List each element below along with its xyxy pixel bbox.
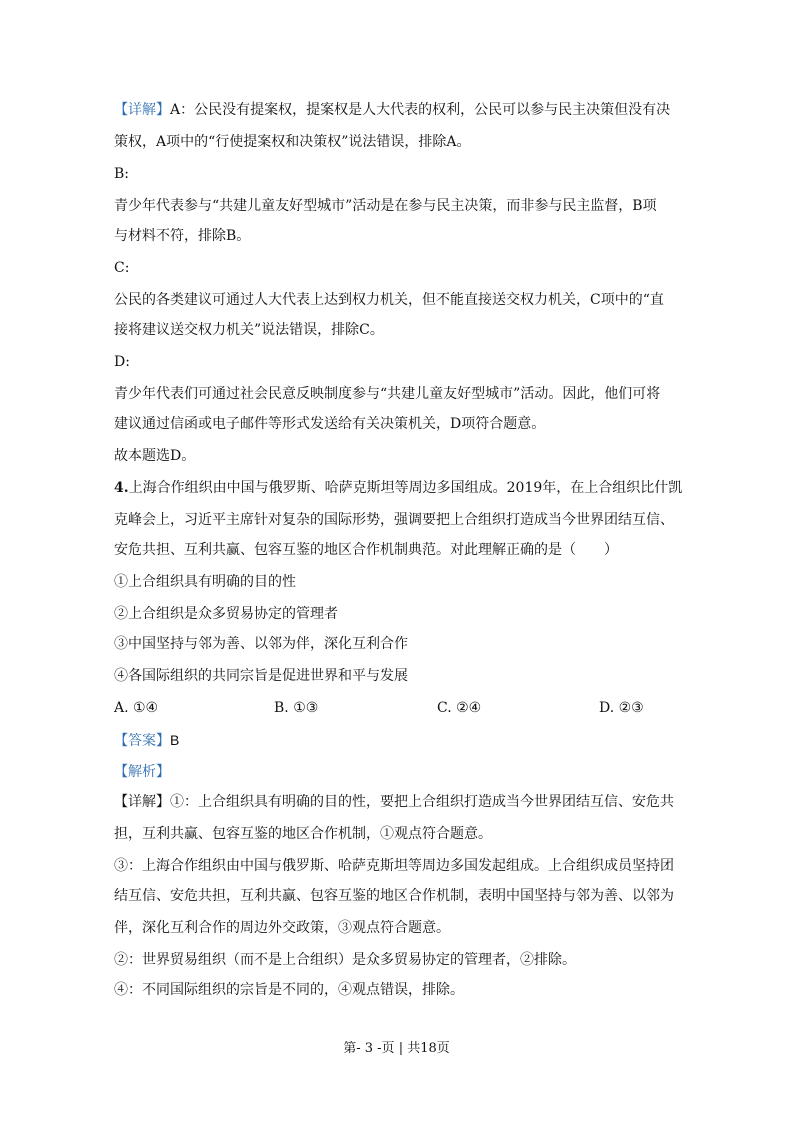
answer-tag: 【答案】 [114, 733, 170, 749]
answer-line [114, 730, 179, 751]
statement-4: ④各国际组织的共同宗旨是促进世界和平与发展 [114, 668, 408, 684]
explain1-line-2: 策权，A项中的“行使提案权和决策权”说法错误，排除A。 [114, 134, 471, 150]
explain2-line-3: ③：上海合作组织由中国与俄罗斯、哈萨克斯坦等周边多国发起组成。上合组织成员坚持团 [114, 858, 674, 874]
question4-line-3: 安危共担、互利共赢、包容互鉴的地区合作机制典范。对此理解正确的是（ ） [114, 542, 618, 558]
explain1-conclusion: 故本题选D。 [114, 448, 196, 464]
explain1-d-line-2: 建议通过信函或电子邮件等形式发送给有关决策机关，D项符合题意。 [114, 416, 546, 432]
choice-c: C. ②④ [437, 700, 482, 716]
explain1-b-line-2: 与材料不符，排除B。 [114, 228, 251, 244]
explain2-line-1: 【详解】①：上合组织具有明确的目的性，要把上合组织打造成当今世界团结互信、安危共 [114, 794, 674, 810]
option-b-label: B: [114, 166, 130, 182]
explain1-d-line-1: 青少年代表们可通过社会民意反映制度参与“共建儿童友好型城市”活动。因此，他们可将 [114, 386, 661, 402]
choice-b: B. ①③ [274, 700, 319, 716]
choice-d: D. ②③ [599, 700, 644, 716]
explain1-c-line-1: 公民的各类建议可通过人大代表上达到权力机关，但不能直接送交权力机关，C项中的“直 [114, 292, 664, 308]
statement-2: ②上合组织是众多贸易协定的管理者 [114, 606, 338, 622]
choice-a: A. ①④ [114, 700, 159, 716]
statement-3: ③中国坚持与邻为善、以邻为伴，深化互利合作 [114, 636, 408, 652]
question-number: 4. [114, 480, 129, 496]
question4-line-1: 4.上海合作组织由中国与俄罗斯、哈萨克斯坦等周边多国组成。2019年，在上合组织比什凯 [114, 480, 683, 496]
explain2-line-7: ④：不同国际组织的宗旨是不同的，④观点错误，排除。 [114, 982, 464, 998]
explain2-line-2: 担，互利共赢、包容互鉴的地区合作机制，①观点符合题意。 [114, 826, 492, 842]
explain2-line-5: 伴，深化互利合作的周边外交政策，③观点符合题意。 [114, 920, 450, 936]
page-footer: 第- 3 -页 | 共18页 [343, 1041, 450, 1056]
explain2-line-6: ②：世界贸易组织（而不是上合组织）是众多贸易协定的管理者，②排除。 [114, 952, 576, 968]
statement-1: ①上合组织具有明确的目的性 [114, 574, 296, 590]
explain2-line-4: 结互信、安危共担，互利共赢、包容互鉴的地区合作机制，表明中国坚持与邻为善、以邻为 [114, 888, 674, 904]
explain1-b-line-1: 青少年代表参与“共建儿童友好型城市”活动是在参与民主决策，而非参与民主监督，B项 [114, 198, 657, 214]
explain1-line-1: 【详解】A：公民没有提案权，提案权是人大代表的权利，公民可以参与民主决策但没有决 [114, 102, 671, 118]
option-d-label: D: [114, 354, 130, 370]
answer-value: B [170, 732, 180, 748]
analysis-line [114, 762, 170, 782]
option-c-label: C: [114, 260, 130, 276]
explain1-c-line-2: 接将建议送交权力机关”说法错误，排除C。 [114, 322, 384, 338]
detail-tag: 【详解】 [114, 102, 170, 118]
question4-line-2: 克峰会上，习近平主席针对复杂的国际形势，强调要把上合组织打造成当今世界团结互信、 [114, 512, 674, 528]
detail-tag: 【详解】 [114, 794, 170, 810]
analysis-tag: 【解析】 [114, 764, 170, 780]
